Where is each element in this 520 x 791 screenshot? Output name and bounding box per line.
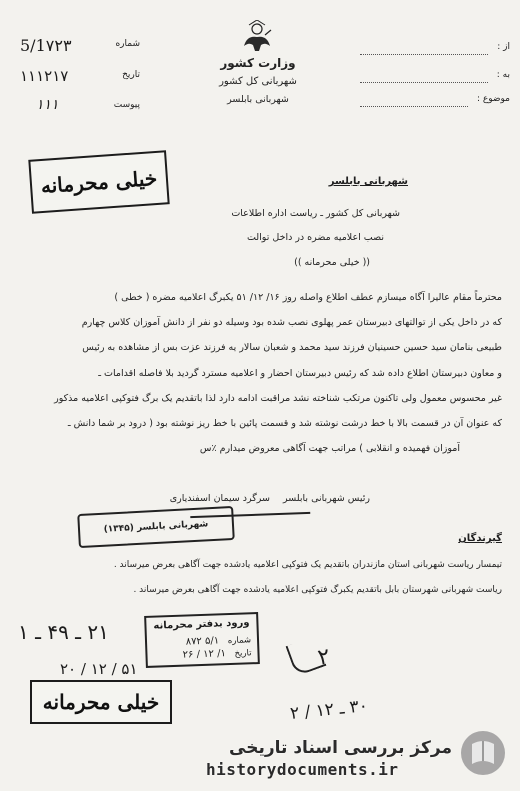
recipient-item: تیمسار ریاست شهربانی استان مازندران باتقدیم یک فتوکپی اعلامیه یادشده جهت آگاهی بعرض میرساند . bbox=[113, 560, 502, 570]
receipt-number-label: شماره bbox=[227, 635, 252, 647]
body-line: طبیعی بنامان سید حسین حسینیان فرزند سید محمد و شعبان سالار یه فرزند عزت بس از مشاهده به رئیس bbox=[82, 342, 502, 353]
from-field bbox=[360, 42, 510, 58]
subject-label: موضوع : bbox=[476, 94, 510, 104]
receipt-stamp-title: ورود بدفتر محرمانه bbox=[153, 617, 250, 632]
receipt-date-row bbox=[183, 647, 252, 660]
top-stamp-text: خیلی محرمانه bbox=[40, 165, 158, 199]
letter-date-row bbox=[20, 67, 140, 87]
seal-text: شهربانی بابلسر (۱۳۴۵) bbox=[103, 519, 209, 535]
recipient-line: شهربانی کل کشور ـ ریاست اداره اطلاعات bbox=[231, 208, 400, 219]
recipient-item: ریاست شهربانی شهرستان بابل باتقدیم یکبرگ فتوکپی اعلامیه یادشده جهت آگاهی بعرض میرساند . bbox=[133, 585, 502, 595]
recipients-heading: گیرندگان bbox=[458, 533, 502, 544]
body-line: غیر محسوس معمول ولی تاکنون مرتکب شناخته نشد مراقبت ادامه دارد لذا باتقدیم یک برگ فتوکپی اعلامیه مذکور bbox=[54, 393, 502, 404]
body-line: و معاون دبیرستان اطلاع داده شد که رئیس دبیرستان احضار و اعلامیه مسترد گردید بلا فاصله اقدامات ـ bbox=[98, 368, 502, 379]
handwritten-reference: ۲۱ ـ ۴۹ ـ ۱ bbox=[18, 620, 109, 644]
branch-name: شهربانی بابلسر bbox=[227, 94, 289, 105]
agency-name: شهربانی کل کشور bbox=[219, 76, 297, 87]
to-field bbox=[360, 70, 510, 86]
letter-attachment-value: ۱۱۱ bbox=[36, 97, 59, 113]
body-line: که در داخل یکی از توالتهای دبیرستان عمر پهلوی نصب شده بود وسیله دو نفر از دانش آموزان کلاس چهارم bbox=[81, 317, 502, 328]
classification-line: (( خیلی محرمانه )) bbox=[294, 257, 370, 268]
subject-line: نصب اعلامیه مضره در داخل توالت bbox=[246, 232, 384, 243]
letter-date-value: ۱۱۱۲۱۷ bbox=[20, 67, 69, 85]
letter-attachment-label: پیوست bbox=[113, 100, 140, 110]
letter-number-row bbox=[20, 36, 140, 56]
top-confidential-stamp bbox=[28, 150, 169, 213]
sender-line: شهربانی بابلسر bbox=[328, 176, 408, 187]
ministry-title: وزارت کشور bbox=[220, 56, 296, 70]
letter-attachment-row bbox=[30, 97, 140, 117]
receipt-number-value: ۵/۱ ۸۷۲ bbox=[185, 635, 220, 648]
watermark-url: historydocuments.ir bbox=[206, 760, 399, 779]
receipt-number-row bbox=[186, 634, 252, 647]
archive-logo-icon bbox=[458, 728, 508, 778]
receipt-date-value: ۱/ ۱۲ / ۲۶ bbox=[182, 648, 227, 661]
receipt-date-label: تاریخ bbox=[234, 648, 252, 659]
bottom-confidential-stamp bbox=[30, 680, 172, 724]
letter-number-label: شماره bbox=[115, 39, 140, 49]
body-line: که عنوان آن در قسمت بالا با خط درشت نوشته شد و قسمت پائین با خط ریز نوشته بود ( درود بر شما دانش ـ bbox=[67, 418, 502, 429]
bottom-stamp-text: خیلی محرمانه bbox=[42, 690, 160, 714]
handwritten-date: ۲۰ / ۱۲ / ۵۱ bbox=[60, 660, 138, 678]
body-line: محترماً مقام عالیرا آگاه میسازم عطف اطلاع واصله روز ۱۶/ ۱۲/ ۵۱ یکبرگ اعلامیه مضره ( خطی ) bbox=[114, 292, 502, 303]
subject-field bbox=[360, 94, 510, 110]
watermark-name: مرکز بررسی اسناد تاریخی bbox=[229, 738, 452, 758]
handwritten-initial: ۲ bbox=[315, 644, 332, 671]
body-line: آموزان فهمیده و انقلابی ) مراتب جهت آگاهی معروض میدارم ٪س bbox=[199, 443, 460, 454]
letter-date-label: تاریخ bbox=[122, 70, 140, 80]
official-seal bbox=[77, 506, 235, 548]
to-label: به : bbox=[496, 70, 510, 80]
from-label: از : bbox=[497, 42, 510, 52]
signature-title: رئیس شهربانی بابلسر bbox=[283, 493, 370, 504]
signature-name: سرگرد سیمان اسفندیاری bbox=[169, 493, 270, 504]
receipt-stamp bbox=[144, 612, 260, 668]
lion-and-sun-emblem bbox=[239, 20, 275, 54]
handwritten-bottom-date: ۳۰ ـ ۱۲ / ۲ bbox=[289, 695, 369, 725]
letter-number-value: 5/1۷۲۳ bbox=[20, 36, 72, 55]
